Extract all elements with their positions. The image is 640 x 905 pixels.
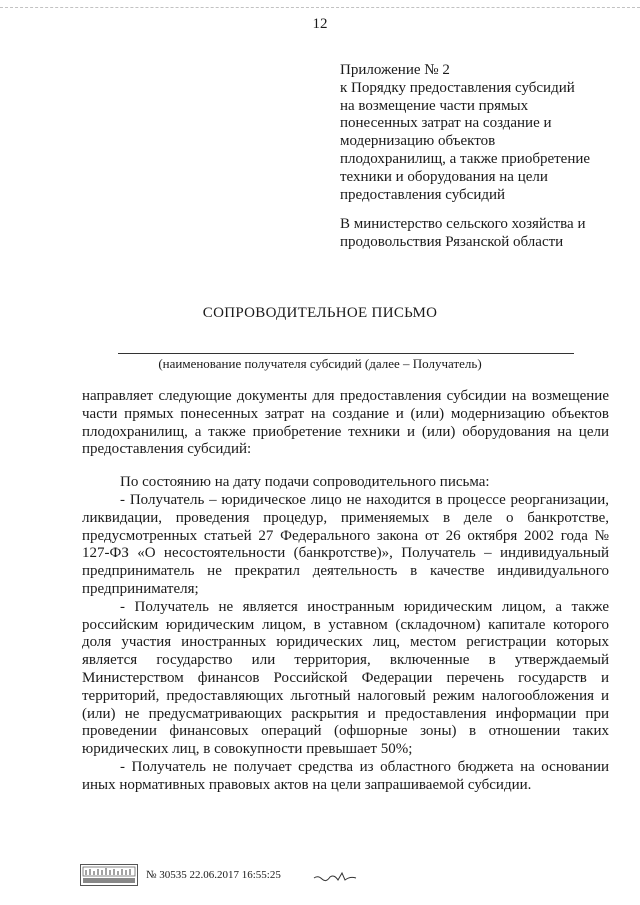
recipient-name-line [118, 353, 574, 354]
appendix-line: на возмещение части прямых [340, 97, 529, 114]
appendix-block [340, 62, 630, 204]
signature-mark-icon [312, 868, 360, 884]
page-number: 12 [312, 16, 328, 32]
addressee-block [340, 216, 630, 252]
appendix-line: понесенных затрат на создание и [340, 115, 552, 132]
appendix-line: предоставления субсидий [340, 186, 506, 203]
body-paragraph: - Получатель не получает средства из областного бюджета на основании иных нормативных правовых актов на цели запрашиваемой субсидии. [82, 758, 609, 793]
appendix-line: модернизацию объектов [340, 133, 496, 150]
registry-stamp-icon [80, 864, 138, 886]
body-paragraph: - Получатель не является иностранным юридическим лицом, а также российским юридическим лицом, в уставном (складочном) капитале которого доля участия иностранных юридических лиц, местом регистрации которых является государство или территория, включенные в утверждаемый Министерством финансов Российской Федерации перечень государств и территорий, предоставляющих льготный налоговый режим налогообложения и (или) не предусматривающих раскрытия и предоставления информации при проведении финансовых операций (офшорные зоны) в отношении таких юридических лиц, в совокупности превышает 50%; [82, 598, 609, 758]
letter-body [82, 388, 609, 795]
body-paragraph: По состоянию на дату подачи сопроводительного письма: [120, 474, 490, 491]
registration-number: № 30535 22.06.2017 16:55:25 [146, 869, 281, 881]
body-paragraph: - Получатель – юридическое лицо не находится в процессе реорганизации, ликвидации, проведения процедур, применяемых в деле о банкротстве, предусмотренных статьей 27 Федерального закона от 26 октября 2002 года № 127-ФЗ «О несостоятельности (банкротстве)», Получатель – индивидуальный предприниматель не прекратил деятельность в качестве индивидуального предпринимателя; [82, 491, 609, 597]
addressee-line: продовольствия Рязанской области [340, 233, 564, 250]
appendix-line: техники и оборудования на цели [340, 168, 548, 185]
appendix-line: Приложение № 2 [340, 62, 450, 78]
addressee-line: В министерство сельского хозяйства и [340, 216, 586, 232]
appendix-line: плодохранилищ, а также приобретение [340, 150, 591, 167]
body-paragraph: направляет следующие документы для предоставления субсидии на возмещение части прямых понесенных затрат на создание и (или) модернизацию объектов плодохранилищ, а также приобретение техники и (или) оборудования на цели предоставления субсидий: [82, 388, 609, 458]
appendix-line: к Порядку предоставления субсидий [340, 79, 575, 96]
recipient-caption: (наименование получателя субсидий (далее – Получатель) [158, 356, 482, 371]
page-top-border [0, 7, 640, 10]
document-title: СОПРОВОДИТЕЛЬНОЕ ПИСЬМО [202, 305, 438, 321]
